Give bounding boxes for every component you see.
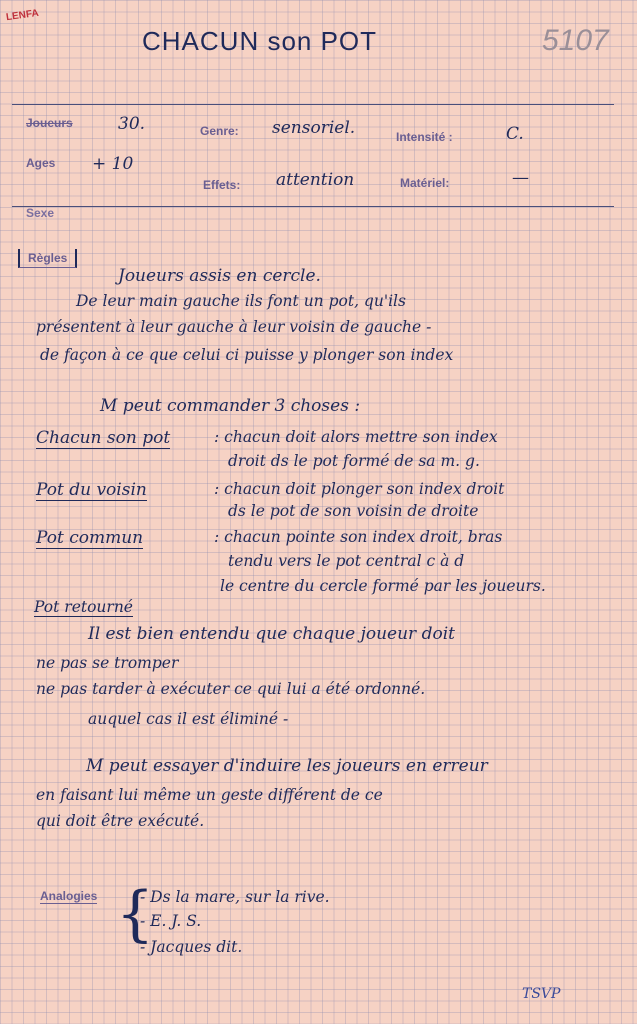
ages-value: + 10 xyxy=(92,154,134,174)
command-chacun-text-2: droit ds le pot formé de sa m. g. xyxy=(228,452,480,470)
rule-line-6: en faisant lui même un geste différent de ce xyxy=(36,786,383,804)
sexe-label: Sexe xyxy=(26,206,55,220)
corner-code: LENFA xyxy=(5,7,40,24)
command-voisin-text-2: ds le pot de son voisin de droite xyxy=(228,502,479,520)
command-voisin-text-1: : chacun doit plonger son index droit xyxy=(214,480,505,498)
joueurs-label: Joueurs xyxy=(26,116,73,130)
command-pot-du-voisin: Pot du voisin xyxy=(36,480,147,500)
command-pot-commun: Pot commun xyxy=(36,528,144,548)
body-line-2: De leur main gauche ils font un pot, qu'ils xyxy=(76,292,406,310)
joueurs-value: 30. xyxy=(118,114,146,134)
command-commun-text-2: tendu vers le pot central c à d xyxy=(228,552,465,570)
rule-line-4: auquel cas il est éliminé - xyxy=(88,710,289,728)
body-line-3: présentent à leur gauche à leur voisin de gauche - xyxy=(36,318,432,336)
ages-label: Ages xyxy=(26,156,56,170)
intensite-value: C. xyxy=(506,124,524,144)
effets-value: attention xyxy=(276,170,355,190)
command-chacun-son-pot: Chacun son pot xyxy=(36,428,171,448)
effets-label: Effets: xyxy=(203,178,241,192)
analogy-item: - E. J. S. xyxy=(140,912,202,930)
command-commun-text-1: : chacun pointe son index droit, bras xyxy=(214,528,503,546)
rule-line-1: Il est bien entendu que chaque joueur doit xyxy=(88,624,455,644)
genre-value: sensoriel. xyxy=(272,118,356,138)
command-commun-text-3: le centre du cercle formé par les joueurs. xyxy=(220,577,546,595)
materiel-label: Matériel: xyxy=(400,176,450,190)
header-bottom-rule xyxy=(12,206,614,207)
rule-line-7: qui doit être exécuté. xyxy=(36,812,205,830)
body-line-4: de façon à ce que celui ci puisse y plonger son index xyxy=(40,346,454,364)
analogies-label: Analogies xyxy=(40,889,98,903)
regles-label: Règles xyxy=(18,249,77,268)
materiel-value: — xyxy=(512,168,529,188)
header-top-rule xyxy=(12,104,614,105)
analogy-item: - Ds la mare, sur la rive. xyxy=(140,888,330,906)
body-line-1: Joueurs assis en cercle. xyxy=(118,266,321,286)
page-title: CHACUN son POT xyxy=(142,26,378,56)
command-chacun-text-1: : chacun doit alors mettre son index xyxy=(214,428,498,446)
analogy-item: - Jacques dit. xyxy=(140,938,243,956)
body-line-5: M peut commander 3 choses : xyxy=(100,396,361,416)
command-pot-retourne: Pot retourné xyxy=(34,598,133,616)
rule-line-2: ne pas se tromper xyxy=(36,654,179,672)
archive-number: 5107 xyxy=(542,24,609,57)
rule-line-5: M peut essayer d'induire les joueurs en erreur xyxy=(86,756,488,776)
footer-note: TSVP xyxy=(522,986,561,1002)
intensite-label: Intensité : xyxy=(396,130,453,144)
genre-label: Genre: xyxy=(200,124,239,138)
analogies-brace: { xyxy=(116,879,155,949)
rule-line-3: ne pas tarder à exécuter ce qui lui a été ordonné. xyxy=(36,680,426,698)
